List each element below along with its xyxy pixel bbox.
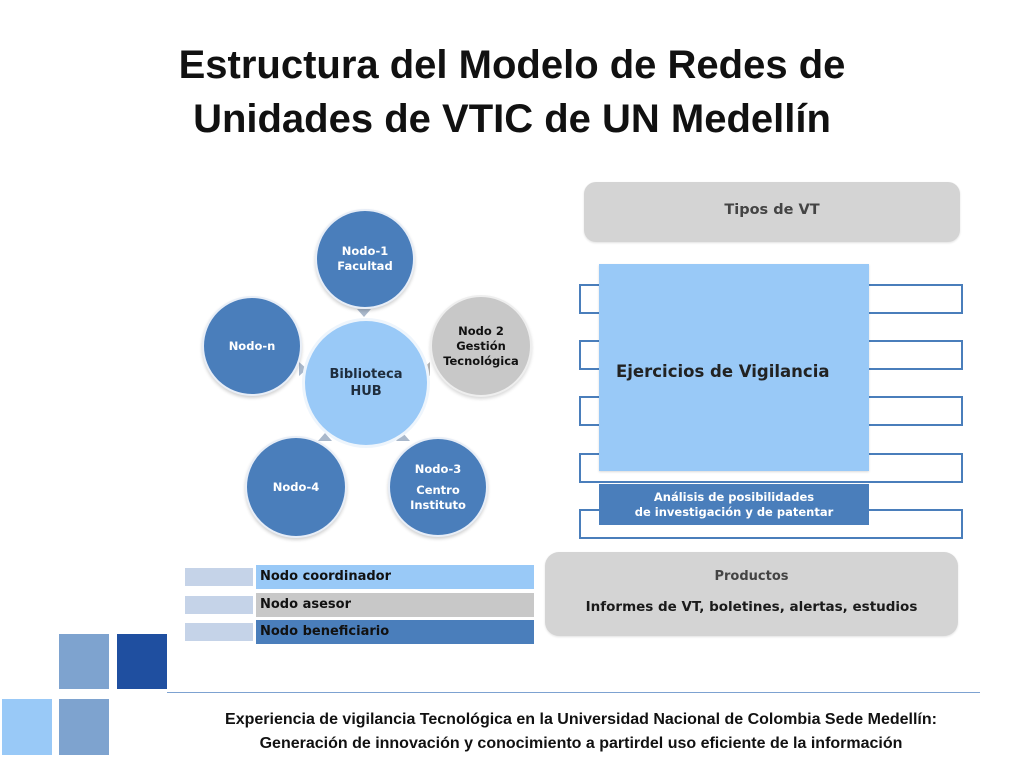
- legend-swatch: [185, 596, 253, 614]
- products-box: [545, 552, 958, 636]
- node-2-sublabel-2: Tecnológica: [443, 353, 519, 368]
- products-text: Informes de VT, boletines, alertas, estudios: [585, 599, 918, 615]
- node-2-label: Nodo 2: [458, 323, 504, 338]
- decor-square: [2, 699, 52, 755]
- analysis-box: [599, 484, 869, 525]
- legend-item-beneficiario: [182, 620, 534, 644]
- node-1-label: Nodo-1: [341, 244, 389, 258]
- node-1-facultad: [315, 209, 415, 309]
- legend-item-asesor: [182, 593, 534, 617]
- node-2-sublabel-1: Gestión: [456, 338, 506, 353]
- legend-swatch: [185, 568, 253, 586]
- analysis-line-1: Análisis de posibilidades: [653, 489, 815, 504]
- analysis-line-2: de investigación y de patentar: [634, 504, 834, 519]
- node-4: [245, 436, 347, 538]
- slide-title-line-1: Estructura del Modelo de Redes de: [178, 43, 846, 87]
- hub-biblioteca: [302, 318, 430, 448]
- types-of-vt-title: Tipos de VT: [724, 202, 820, 218]
- decor-square: [117, 634, 167, 689]
- node-3-sublabel-1: Centro: [416, 482, 460, 497]
- decor-square: [59, 699, 109, 755]
- footer-line-2: Generación de innovación y conocimiento a partirdel uso eficiente de la información: [259, 735, 903, 752]
- exercises-box: [599, 264, 869, 471]
- node-n: [202, 296, 302, 396]
- node-3-sublabel-2: Instituto: [410, 497, 466, 512]
- hub-label-1: Biblioteca: [329, 367, 403, 382]
- arrow-hub-to-node1: [357, 309, 371, 317]
- legend-swatch: [185, 623, 253, 641]
- footer-text: [166, 708, 996, 756]
- footer-divider: [167, 692, 980, 693]
- legend-label-beneficiario: Nodo beneficiario: [256, 620, 534, 644]
- footer-line-1: Experiencia de vigilancia Tecnológica en la Universidad Nacional de Colombia Sede Medellín:: [225, 711, 937, 728]
- hub-label-2: HUB: [350, 384, 382, 399]
- legend-label-coordinador: Nodo coordinador: [256, 565, 534, 589]
- node-3-label: Nodo-3: [414, 461, 462, 476]
- node-2-gestion-tecnologica: [430, 295, 532, 397]
- node-1-sublabel: Facultad: [337, 259, 393, 273]
- exercises-label: Ejercicios de Vigilancia: [616, 362, 830, 381]
- node-3-centro-instituto: [388, 437, 488, 537]
- legend-label-asesor: Nodo asesor: [256, 593, 534, 617]
- slide-title-line-2: Unidades de VTIC de UN Medellín: [193, 97, 831, 141]
- slide-title: [0, 38, 1024, 146]
- decor-square: [59, 634, 109, 689]
- node-n-label: Nodo-n: [228, 338, 276, 353]
- products-title: Productos: [714, 569, 789, 584]
- node-4-label: Nodo-4: [272, 479, 320, 494]
- types-of-vt-header: [584, 182, 960, 242]
- legend-item-coordinador: [182, 565, 534, 589]
